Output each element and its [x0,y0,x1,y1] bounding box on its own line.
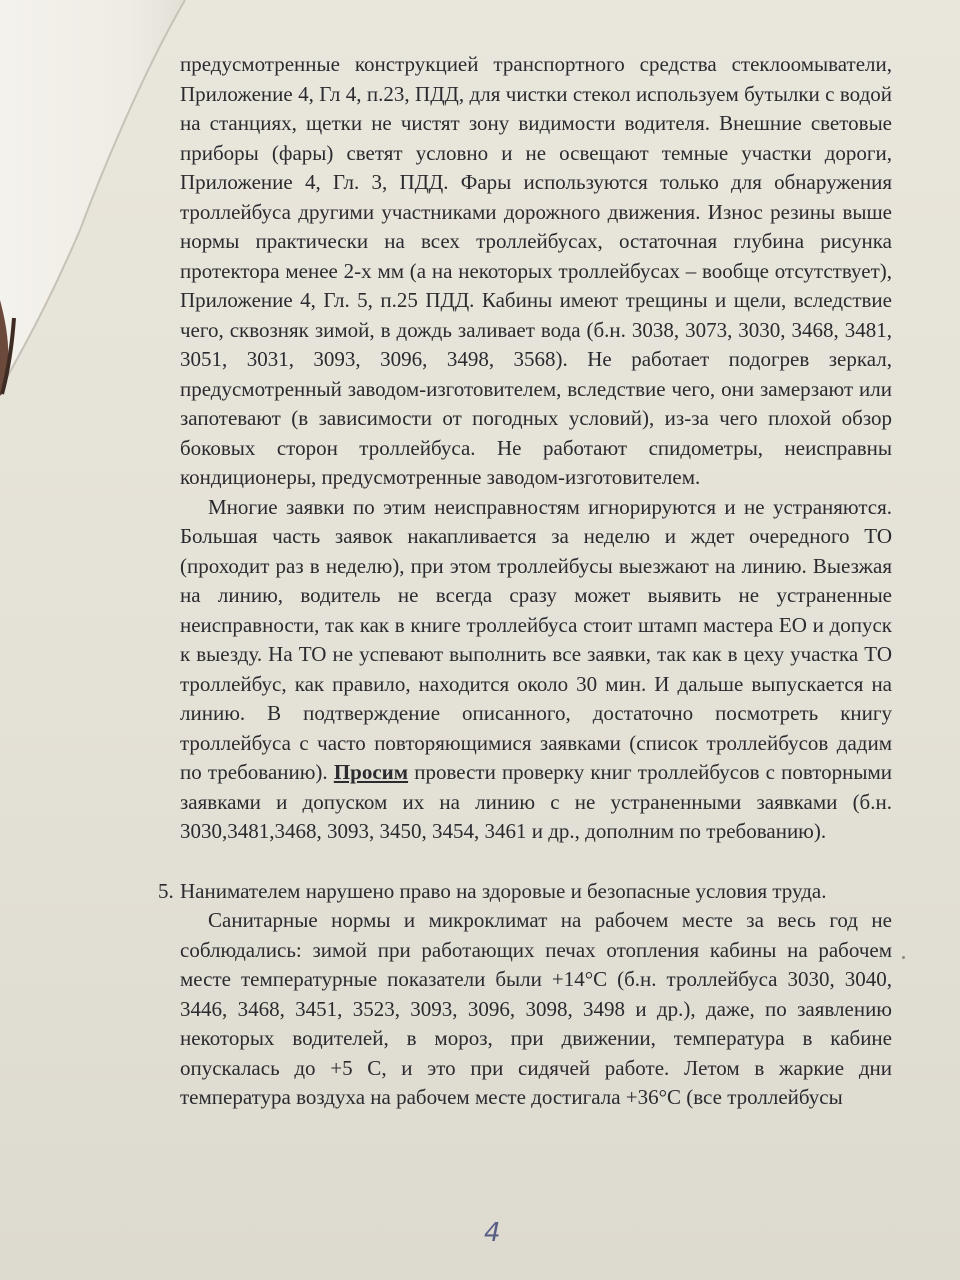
requests-bold-word: Просим [333,760,409,784]
document-body [158,50,893,1113]
paragraph-gap [180,847,892,877]
paragraph-requests [180,493,892,847]
requests-text-before: Многие заявки по этим неисправностям игнорируются и не устраняются. Большая часть заявок накапливается за неделю и ждет очередного ТО (проходит раз в неделю), при этом троллейбусы выезжают на линию. Выезжая на линию, водитель не всегда сразу может выявить не устраненные неисправности, так как в книге троллейбуса стоит штамп мастера ЕО и допуск к выезду. На ТО не успевают выполнить все заявки, так как в цеху участка ТО троллейбус, как правило, находится около 30 мин. И дальше выпускается на линию. В подтверждение описанного, достаточно посмотреть книгу троллейбуса с часто повторяющимися заявками (список троллейбусов дадим по требованию). [180,494,892,784]
page-number: 4 [484,1218,501,1248]
ink-speck [902,956,905,959]
section-heading [158,877,892,907]
section-number: 5. [158,878,174,903]
paragraph-continuation: предусмотренные конструкцией транспортного средства стеклоомыватели, Приложение 4, Гл 4, п.23, ПДД, для чистки стекол используем бутылки с водой на станциях, щетки не чистят зону видимости водителя. Внешние световые приборы (фары) светят условно и не освещают темные участки дороги, Приложение 4, Гл. 3, ПДД. Фары используются только для обнаружения троллейбуса другими участниками дорожного движения. Износ резины выше нормы практически на всех троллейбусах, остаточная глубина рисунка протектора менее 2-х мм (а на некоторых троллейбусах – вообще отсутствует), Приложение 4, Гл. 5, п.25 ПДД. Кабины имеют трещины и щели, вследствие чего, сквозняк зимой, в дождь заливает вода (б.н. 3038, 3073, 3030, 3468, 3481, 3051, 3031, 3093, 3096, 3498, 3568). Не работает подогрев зеркал, предусмотренный заводом-изготовителем, вследствие чего, они замерзают или запотевают (в зависимости от погодных условий), из-за чего плохой обзор боковых сторон троллейбуса. Не работают спидометры, неисправны кондиционеры, предусмотренные заводом-изготовителем. [180,52,892,489]
requests-text-after: провести проверку книг троллейбусов с повторными заявками и допуском их на линию с не устраненными заявками (б.н. 3030,3481,3468, 3093, 3450, 3454, 3461 и др., дополним по требованию). [180,760,893,843]
section-title: Нанимателем нарушено право на здоровые и безопасные условия труда. [180,878,827,903]
paragraph-sanitary: Санитарные нормы и микроклимат на рабочем месте за весь год не соблюдались: зимой при работающих печах отопления кабины на рабочем месте температурные показатели были +14°С (б.н. троллейбуса 3030, 3040, 3446, 3468, 3451, 3523, 3093, 3096, 3098, 3498 и др.), даже, по заявлению некоторых водителей, в мороз, при движении, температура в кабине опускалась до +5 С, и это при сидячей работе. Летом в жаркие дни температура воздуха на рабочем месте достигала +36°С (все троллейбусы [180,908,892,1109]
